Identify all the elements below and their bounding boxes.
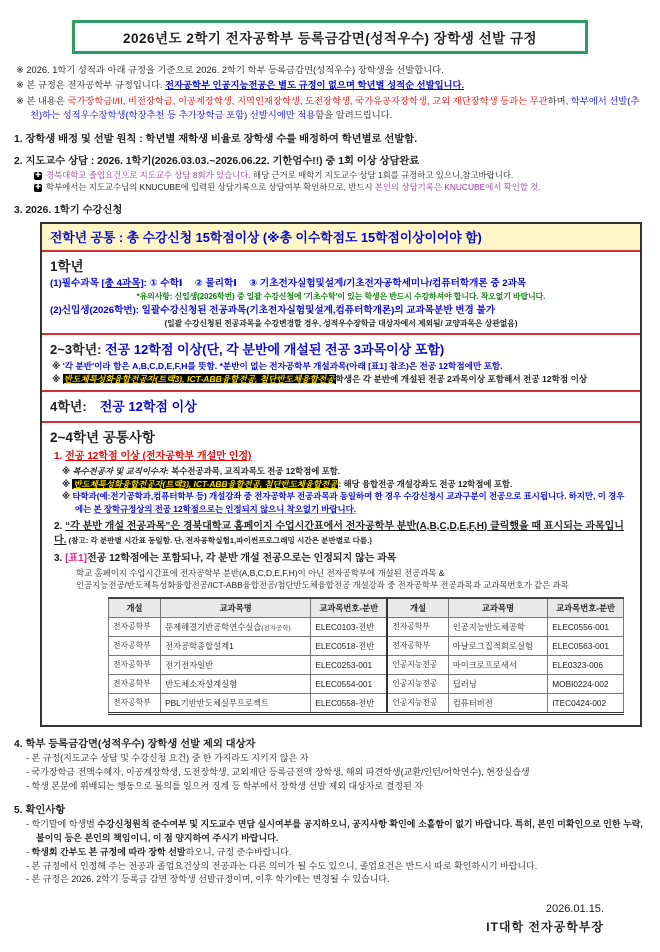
table-cell: 전자공학부: [109, 617, 161, 636]
table-cell: ELEC0518-전반: [311, 636, 387, 655]
table-cell: 전자공학부: [109, 655, 161, 674]
table-cell: PBL기반반도체실무프로젝트: [161, 693, 311, 713]
list-item: - 학생회 간부도 본 규정에 따라 장학 선발하오니, 규정 준수바랍니다.: [26, 846, 292, 857]
registration-rules-box: [40, 222, 642, 727]
table-cell: 마이크로프로세서: [448, 655, 547, 674]
common-item-1-note3: ※ 타학과(예:전기공학과,컴퓨터학부 등) 개설강좌 중 전자공학부 전공과목과 동일하여 한 경우 수강신청시 교과구분이 전공으로 표시됩니다. 하지만, 이 경우에는 본 장학규정상의 전공 12학점으로는 인정되지 않으니 착오없기 바랍니다.: [62, 491, 625, 515]
note-line: ※ 본 내용은 국가장학금I/II, 비전장학금, 이공계장학생, 지역인재장학생, 도전장학생, 국가유공자장학생, 교외 재단장학생 등과는 무관하며, 학부에서 선발(추천)하는 성적우수장학생(학장추천 등 추가장학금 포함) 선발시에만 적용함을 알려드립니다.: [16, 95, 640, 121]
table-cell: 컴퓨터비전: [448, 693, 547, 713]
top-notes: [16, 63, 648, 123]
list-item: - 본 규정은 2026. 2학기 등록금 감면 장학생 선발규정이며, 이후 학기에는 변경될 수 있습니다.: [26, 874, 390, 885]
table-cell: 전자공학종합설계1: [161, 636, 311, 655]
grade1-required-courses: (1)필수과목 [총 4과목]: ① 수학Ⅰ ② 물리학Ⅰ ③ 기초전자실험및설계/기초전자공학세미나/컴퓨터학개론 중 2과목: [50, 277, 527, 289]
table-cell: 딥러닝: [448, 674, 547, 693]
checkbox-bullet-icon: ✚: [35, 171, 41, 179]
grade23-note2: ※ 반도체특성화융합전공자(트랙3), ICT-ABB융합전공, 첨단반도체융합전공학생은 각 분반에 개설된 전공 2과목이상 포함해서 전공 12학점 이상: [52, 374, 588, 385]
table-header-cell: 교과목명: [161, 598, 311, 618]
common-item-2: 2. “각 분반 개설 전공과목”은 경북대학교 홈페이지 수업시간표에서 전자공학부 분반(A,B,C,D,E,F,H) 클릭했을 때 표시되는 과목입니다. (참고: 각 분반별 시간표 동일함. 단, 전자공학실험1,파이썬프로그래밍 시간은 분반별로 다름.): [54, 520, 624, 546]
table-cell: 인공지능전공: [387, 655, 448, 674]
table-cell: 전자공학부: [387, 636, 448, 655]
bullet-text: 경북대학교 졸업요건으로 지도교수 상담 8회가 있습니다. 해당 근거로 매학기 지도교수 상담 1회를 규정하고 있으니,참고바랍니다.: [46, 169, 514, 180]
section-1-heading: 1. 장학생 배정 및 선발 원칙 : 학년별 재학생 비율로 장학생 수를 배정하여 학년별로 선발함.: [14, 133, 418, 145]
section-4-items: [26, 752, 648, 794]
bullet-line: [34, 169, 650, 182]
table-header-cell: 개설: [387, 598, 448, 618]
note-line: ※ 2026. 1학기 성적과 아래 규정을 기준으로 2026. 2학기 학부 등록금감면(성적우수) 장학생을 선발합니다.: [16, 65, 444, 75]
table-header-cell: 개설: [109, 598, 161, 618]
list-item: - 본 규정에서 인정해 주는 전공과 졸업요건상의 전공과는 다른 의미가 될 수도 있으니, 졸업요건은 반드시 따로 확인하시기 바랍니다.: [26, 860, 538, 871]
grade23-note1: ※ '각 분반'이라 함은 A,B,C,D,E,F,H를 뜻함. *분반이 없는 전자공학부 개설과목(아래 [표1] 참조)은 전공 12학점에만 포함.: [52, 361, 503, 372]
list-item: - 학기말에 학생별 수강신청원칙 준수여부 및 지도교수 면담 실시여부를 공지하오니, 공지사항 확인에 소홀함이 없기 바랍니다. 특히, 본인 미확인으로 인한 누락, 불이익 등은 본인의 책임이니, 이 점 양지하여 주시기 바랍니다.: [26, 818, 643, 843]
table-cell: 인공지능전공: [387, 674, 448, 693]
grade1-freshman-rule: (2)신입생(2026학번): 일괄수강신청된 전공과목(기초전자실험및설계,컴퓨터학개론)의 교과목분반 변경 불가: [50, 305, 496, 317]
table-header-row: [109, 598, 624, 618]
table-cell: 전자공학부: [109, 674, 161, 693]
section-4-heading: 4. 학부 등록금감면(성적우수) 장학생 선발 제외 대상자: [14, 738, 256, 750]
grade1-title: 1학년: [50, 258, 84, 274]
common-item-1-note2: ※ 반도체특성화융합전공자(트랙3), ICT-ABB융합전공, 첨단반도체융합전공: 해당 융합전공 개설강좌도 전공 12학점에 포함.: [62, 478, 513, 489]
grade4-heading: 4학년: 전공 12학점 이상: [50, 399, 197, 415]
signer-title: IT대학 전자공학부장: [486, 920, 604, 935]
table-header-cell: 교과목번호-분반: [311, 598, 387, 618]
table-cell: ELEC0554-001: [311, 674, 387, 693]
course-table: [108, 597, 624, 715]
table-cell: 전자공학부: [109, 636, 161, 655]
table-cell: 아날로그집적회로실험: [448, 636, 547, 655]
table-cell: 전자공학부: [109, 693, 161, 713]
list-item: - 국가장학금 전액수혜자, 이공계장학생, 도전장학생, 교외재단 등록금전액 장학생, 해외 파견학생(교환/인턴/어학연수), 현장실습생: [26, 766, 530, 777]
table-header-cell: 교과목명: [448, 598, 547, 618]
table-cell: MOBI0224-002: [548, 674, 624, 693]
grade1-block: [42, 252, 640, 336]
table-cell: 문제해결기반공학연수실습(전자공학): [161, 617, 311, 636]
grade1-freshman-subnote: (일괄 수강신청된 전공과목을 수강변경할 경우, 성적우수장학금 대상자에서 제외됨/ 교양과목은 상관없음): [164, 318, 518, 328]
table-row: [109, 636, 624, 655]
bullet-text: 학부에서는 지도교수님의 KNUCUBE에 입력된 상담기록으로 상담여부 확인하므로, 반드시 본인의 상담기록은 KNUCUBE에서 확인할 것.: [46, 182, 541, 193]
grade23-block: [42, 335, 640, 392]
list-item: - 학생 본분에 위배되는 행동으로 물의를 일으켜 징계 등 학부에서 장학생 선발 제외 대상자로 결정된 자: [26, 780, 423, 791]
checkbox-bullet-icon: ✚: [35, 184, 41, 192]
document-page: [0, 20, 660, 952]
all-grades-banner: 전학년 공통 : 총 수강신청 15학점이상 (※총 이수학점도 15학점이상이어야 함): [42, 224, 640, 252]
table-cell: 전자공학부: [387, 617, 448, 636]
table-row: [109, 655, 624, 674]
table-cell: ELE0323-006: [548, 655, 624, 674]
grade23-heading: 2~3학년: 전공 12학점 이상(단, 각 분반에 개설된 전공 3과목이상 포함): [50, 342, 445, 358]
table-cell: ELEC0556-001: [548, 617, 624, 636]
section-5-heading: 5. 확인사항: [14, 804, 66, 816]
common-block: [42, 423, 640, 725]
table-cell: ELEC0558-전반: [311, 693, 387, 713]
issue-date: 2026.01.15.: [545, 903, 604, 916]
common-item-1: 1. 전공 12학점 이상 (전자공학부 개설만 인정): [54, 451, 252, 463]
page-title: 2026년도 2학기 전자공학부 등록금감면(성적우수) 장학생 선발 규정: [72, 20, 588, 54]
table1-description-line2: 인공지능전공/반도체특성화융합전공/ICT-ABB융합전공/첨단반도체융합전공 개설강좌 중 전자공학부 전공과목과 교과목번호가 같은 과목: [76, 580, 569, 591]
table-row: [109, 674, 624, 693]
section-5-items: [26, 818, 648, 888]
section-2-bullets: [34, 169, 650, 194]
section-3-heading: 3. 2026. 1학기 수강신청: [14, 204, 123, 216]
table-header-cell: 교과목번호-분반: [548, 598, 624, 618]
grade1-caution-note: *유의사항: 신입생(2026학번) 중 일괄 수강신청에 '기초수학'이 있는 학생은 반드시 수강하셔야 합니다. 착오없기 바랍니다.: [136, 292, 546, 302]
table-row: [109, 617, 624, 636]
table-cell: ITEC0424-002: [548, 693, 624, 713]
common-item-1-note1: ※ 복수전공자 및 교직이수자: 복수전공과목, 교직과목도 전공 12학점에 포함.: [62, 466, 341, 477]
document-footer: [0, 903, 604, 935]
grade4-block: [42, 392, 640, 423]
section-2-heading: 2. 지도교수 상담 : 2026. 1학기(2026.03.03.~2026.06.22. 기한엄수!!) 중 1회 이상 상담완료: [14, 155, 420, 167]
table-row: [109, 693, 624, 713]
table-cell: ELEC0253-001: [311, 655, 387, 674]
list-item: - 본 규정(지도교수 상담 및 수강신청 요건) 중 한 가지라도 지키지 않은 자: [26, 752, 309, 763]
note-line: ※ 본 규정은 전자공학부 규정입니다. 전자공학부 인공지능전공은 별도 규정이 없으며 학년별 성적순 선발입니다.: [16, 80, 465, 91]
table-cell: 전기전자일반: [161, 655, 311, 674]
common-item-3: 3. [표1]전공 12학점에는 포함되나, 각 분반 개설 전공으로는 인정되지 않는 과목: [54, 552, 397, 564]
table-cell: 반도체소자설계실험: [161, 674, 311, 693]
bullet-line: [34, 181, 650, 194]
table-cell: 인공지능반도체공학: [448, 617, 547, 636]
common-title: 2~4학년 공통사항: [50, 430, 155, 446]
table-cell: 인공지능전공: [387, 693, 448, 713]
table-cell: ELEC0563-001: [548, 636, 624, 655]
table1-description-line1: 학교 홈페이지 수업시간표에 전자공학부 분반(A,B,C,D,E,F,H)이 아닌 전자공학부에 개설된 전공과목 &: [76, 567, 445, 578]
table-cell: ELEC0103-전반: [311, 617, 387, 636]
